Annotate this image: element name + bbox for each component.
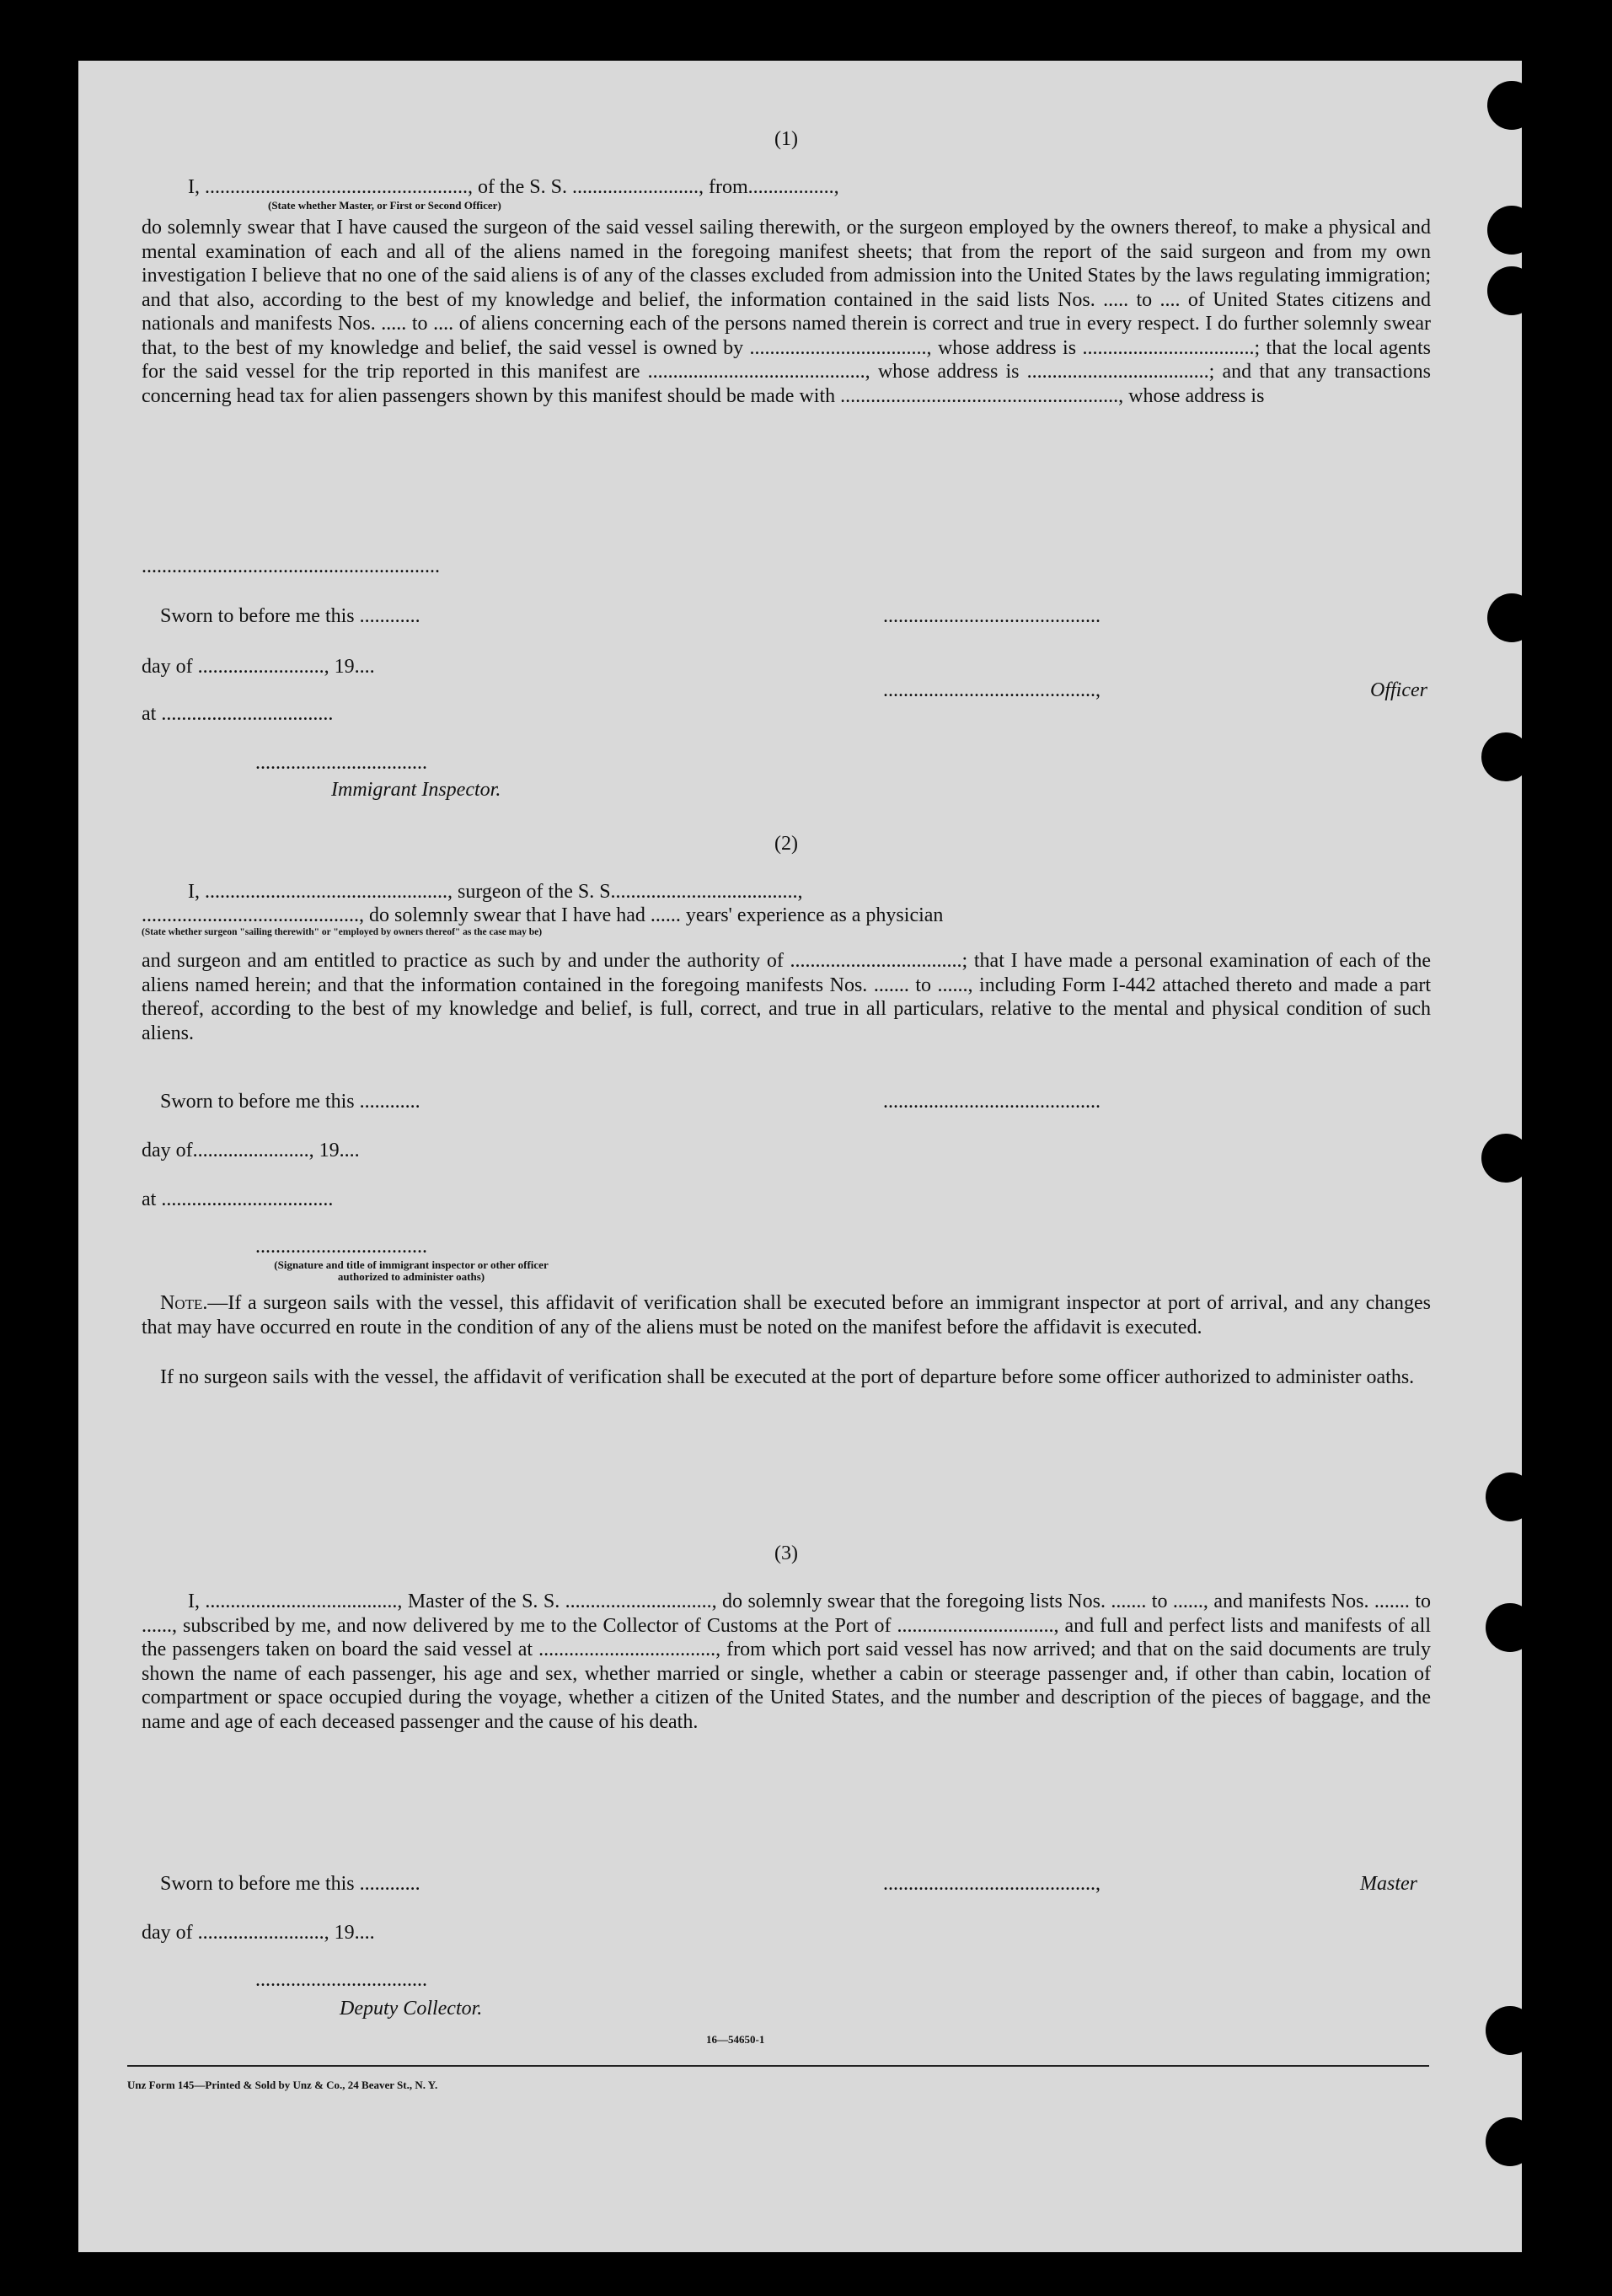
punch-hole [1487,266,1536,315]
sworn-line: Sworn to before me this ............ [160,605,420,627]
section-number: (2) [774,833,798,855]
punch-hole [1481,732,1530,781]
day-line: day of......................., 19.... [142,1140,360,1161]
punch-hole [1486,2006,1534,2055]
punch-hole [1486,1603,1534,1652]
master-label: Master [1360,1873,1417,1895]
signature-line: ........................................... [883,1091,1101,1113]
inspector-label: Immigrant Inspector. [331,779,501,801]
section-number: (3) [774,1542,798,1564]
day-line: day of ........................., 19.... [142,1922,375,1944]
sworn-line: Sworn to before me this ............ [160,1091,420,1113]
punch-hole [1486,2117,1534,2166]
oath-body: and surgeon and am entitled to practice as such by and under the authority of ..................................; that I have made a personal examination of each of the aliens named herein; and that the information contained in the foregoing manifests Nos. ....... to ......, including Form I-442 attached thereto and made a part thereof, according to the best of my knowledge and belief, is full, correct, and true in all particulars, relative to the mental and physical condition of such aliens. [142,950,1431,1044]
punch-hole [1481,1134,1530,1183]
day-line: day of ........................., 19.... [142,656,375,678]
punch-hole [1487,81,1536,130]
signature-line: ........................................... [883,605,1101,627]
inspector-dots: .................................. [255,752,427,774]
note-paragraph-2: If no surgeon sails with the vessel, the affidavit of verification shall be executed at the port of departure before some officer authorized to administer oaths. [160,1366,1415,1388]
collector-label: Deputy Collector. [340,1998,483,2020]
printer-footer: Unz Form 145—Printed & Sold by Unz & Co., 24 Beaver St., N. Y. [127,2079,438,2091]
signature-caption: (Signature and title of immigrant inspector or other officer authorized to administer oaths) [274,1258,549,1283]
surgeon-line: I, ................................................, surgeon of the S. S....................................., [188,881,803,903]
note-text: —If a surgeon sails with the vessel, this affidavit of verification shall be executed before an immigrant inspector at port of arrival, and any changes that may have occurred en route in the condition of any of the aliens must be noted on the manifest before the affidavit is executed. [142,1292,1431,1338]
master-line: I, ...................................................., of the S. S. ........................., from................., [188,176,839,198]
at-line: at .................................. [142,703,334,725]
footer-rule [127,2065,1429,2067]
note-label: Note. [160,1292,208,1314]
note-paragraph [142,1291,1431,1339]
section-number: (1) [774,128,798,150]
officer-label: Officer [1370,679,1427,701]
line-caption: (State whether surgeon "sailing therewith" or "employed by owners thereof" as the case may be) [142,927,543,937]
punch-hole [1487,593,1536,642]
form-page [78,61,1522,2252]
oath-body: do solemnly swear that I have caused the surgeon of the said vessel sailing therewith, or the surgeon employed by the owners thereof, to make a physical and mental examination of each and all of the aliens named in the foregoing manifest sheets; that from the report of the said surgeon and from my own investigation I believe that no one of the said aliens is of any of the classes excluded from admission into the United States by the laws regulating immigration; and that also, according to the best of my knowledge and belief, the information contained in the said lists Nos. ..... to .... of United States citizens and nationals and manifests Nos. ..... to .... of aliens concerning each of the persons named therein is correct and true in every respect. I do further solemnly swear that, to the best of my knowledge and belief, the said vessel is owned by ..................................., whose address is ..................................; that the local agents for the said vessel for the trip reported in this manifest are ..........................................., whose address is ....................................; and that any transactions concerning head tax for alien passengers shown by this manifest should be made with ......................................................., whose address is [142,217,1431,407]
line-caption: (State whether Master, or First or Second Officer) [268,199,501,212]
officer-dots: .........................................., [883,679,1101,701]
punch-hole [1486,1473,1534,1521]
collector-dots: .................................. [255,1969,427,1991]
at-line: at .................................. [142,1188,334,1210]
inspector-dots: .................................. [255,1236,427,1258]
sworn-line: Sworn to before me this ............ [160,1873,420,1895]
oath-body: I, ......................................, Master of the S. S. ............................., do solemnly swear that the foregoing lists Nos. ....... to ......, and manifests Nos. ....... to ......, subscribed by me, and now delivered by me to the Collector of Customs at the Port of ..............................., and full and perfect lists and manifests of all the passengers taken on board the said vessel at ..................................., from which port said vessel has now arrived; and that on the said documents are truly shown the name of each passenger, his age and sex, whether married or single, whether a cabin or steerage passenger and, if other than cabin, location of compartment or space occupied during the voyage, whether a citizen of the United States, and the number and description of the pieces of baggage, and the name and age of each deceased passenger and the cause of his death. [142,1591,1431,1733]
form-number: 16—54650-1 [706,2033,765,2046]
master-dots: .........................................., [883,1873,1101,1895]
experience-line: ..........................................., do solemnly swear that I have had ...... years' experience as a physician [142,904,944,926]
oath-body-tail: ........................................................... [142,555,440,577]
punch-hole [1487,206,1536,255]
